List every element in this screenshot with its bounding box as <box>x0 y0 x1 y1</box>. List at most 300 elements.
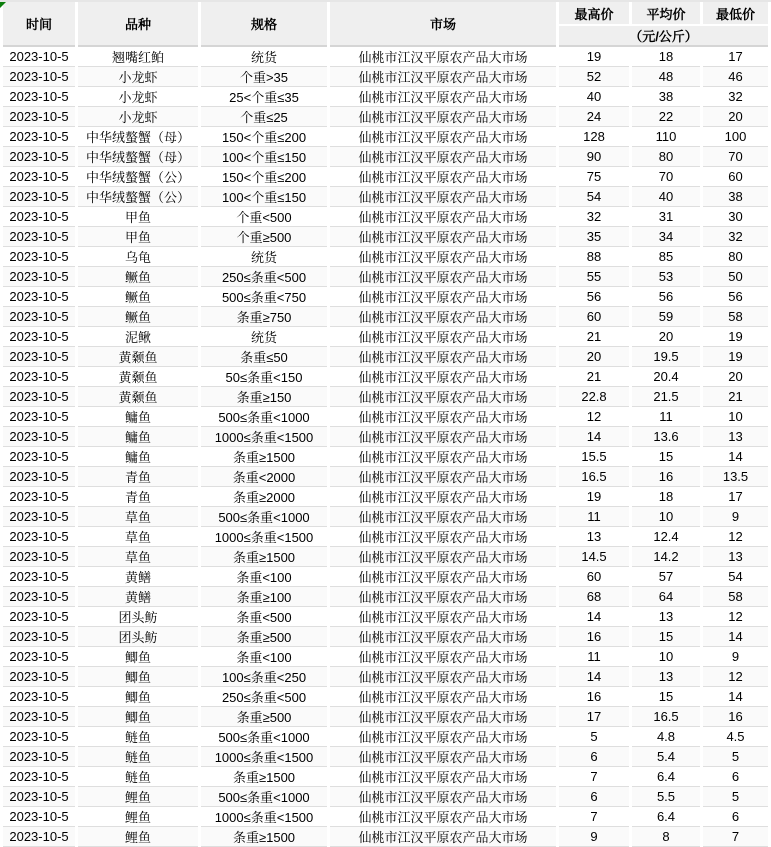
high-price-cell: 9 <box>559 827 629 847</box>
market-cell: 仙桃市江汉平原农产品大市场 <box>330 107 556 127</box>
market-cell: 仙桃市江汉平原农产品大市场 <box>330 547 556 567</box>
spec-cell: 500≤条重<1000 <box>201 787 327 807</box>
avg-price-cell: 6.4 <box>632 767 700 787</box>
spec-cell: 100≤条重<250 <box>201 667 327 687</box>
market-cell: 仙桃市江汉平原农产品大市场 <box>330 667 556 687</box>
low-price-cell: 20 <box>703 107 768 127</box>
low-price-cell: 13.5 <box>703 467 768 487</box>
variety-cell: 鳜鱼 <box>78 307 198 327</box>
high-price-cell: 16.5 <box>559 467 629 487</box>
low-price-cell: 10 <box>703 407 768 427</box>
high-price-cell: 56 <box>559 287 629 307</box>
market-cell: 仙桃市江汉平原农产品大市场 <box>330 707 556 727</box>
spec-cell: 个重>35 <box>201 67 327 87</box>
date-cell: 2023-10-5 <box>3 167 75 187</box>
market-cell: 仙桃市江汉平原农产品大市场 <box>330 727 556 747</box>
avg-price-cell: 4.8 <box>632 727 700 747</box>
spec-cell: 条重≥100 <box>201 587 327 607</box>
avg-price-cell: 57 <box>632 567 700 587</box>
date-cell: 2023-10-5 <box>3 347 75 367</box>
market-cell: 仙桃市江汉平原农产品大市场 <box>330 487 556 507</box>
date-cell: 2023-10-5 <box>3 147 75 167</box>
date-cell: 2023-10-5 <box>3 267 75 287</box>
variety-cell: 草鱼 <box>78 507 198 527</box>
low-price-cell: 21 <box>703 387 768 407</box>
market-cell: 仙桃市江汉平原农产品大市场 <box>330 167 556 187</box>
high-price-cell: 5 <box>559 727 629 747</box>
avg-price-cell: 48 <box>632 67 700 87</box>
variety-cell: 鳙鱼 <box>78 427 198 447</box>
low-price-cell: 12 <box>703 667 768 687</box>
avg-price-cell: 13 <box>632 607 700 627</box>
high-price-cell: 55 <box>559 267 629 287</box>
variety-cell: 鳜鱼 <box>78 287 198 307</box>
low-price-cell: 58 <box>703 307 768 327</box>
spec-cell: 500≤条重<1000 <box>201 407 327 427</box>
low-price-cell: 14 <box>703 687 768 707</box>
high-price-cell: 52 <box>559 67 629 87</box>
spec-cell: 条重≥750 <box>201 307 327 327</box>
price-table-body <box>3 47 768 847</box>
table-row <box>3 387 768 407</box>
avg-price-cell: 40 <box>632 187 700 207</box>
low-price-cell: 32 <box>703 227 768 247</box>
variety-cell: 鳙鱼 <box>78 447 198 467</box>
date-cell: 2023-10-5 <box>3 387 75 407</box>
col-header-low: 最低价 <box>703 2 768 24</box>
spec-cell: 50≤条重<150 <box>201 367 327 387</box>
avg-price-cell: 18 <box>632 47 700 67</box>
avg-price-cell: 56 <box>632 287 700 307</box>
avg-price-cell: 85 <box>632 247 700 267</box>
avg-price-cell: 20 <box>632 327 700 347</box>
avg-price-cell: 13 <box>632 667 700 687</box>
variety-cell: 鲢鱼 <box>78 747 198 767</box>
date-cell: 2023-10-5 <box>3 767 75 787</box>
table-row <box>3 487 768 507</box>
spec-cell: 条重<100 <box>201 647 327 667</box>
low-price-cell: 17 <box>703 47 768 67</box>
spec-cell: 条重≥2000 <box>201 487 327 507</box>
avg-price-cell: 70 <box>632 167 700 187</box>
variety-cell: 鲤鱼 <box>78 787 198 807</box>
variety-cell: 鲫鱼 <box>78 667 198 687</box>
date-cell: 2023-10-5 <box>3 687 75 707</box>
low-price-cell: 30 <box>703 207 768 227</box>
low-price-cell: 12 <box>703 607 768 627</box>
spec-cell: 条重<500 <box>201 607 327 627</box>
table-row <box>3 467 768 487</box>
corner-marker-icon <box>0 2 6 8</box>
high-price-cell: 6 <box>559 747 629 767</box>
high-price-cell: 19 <box>559 487 629 507</box>
avg-price-cell: 5.5 <box>632 787 700 807</box>
avg-price-cell: 8 <box>632 827 700 847</box>
market-cell: 仙桃市江汉平原农产品大市场 <box>330 467 556 487</box>
low-price-cell: 9 <box>703 647 768 667</box>
low-price-cell: 80 <box>703 247 768 267</box>
low-price-cell: 19 <box>703 347 768 367</box>
table-row <box>3 367 768 387</box>
spec-cell: 条重<2000 <box>201 467 327 487</box>
market-cell: 仙桃市江汉平原农产品大市场 <box>330 687 556 707</box>
table-row <box>3 187 768 207</box>
spec-cell: 1000≤条重<1500 <box>201 427 327 447</box>
high-price-cell: 14 <box>559 667 629 687</box>
low-price-cell: 17 <box>703 487 768 507</box>
date-cell: 2023-10-5 <box>3 807 75 827</box>
low-price-cell: 60 <box>703 167 768 187</box>
header-row-labels <box>3 2 768 24</box>
spec-cell: 250≤条重<500 <box>201 267 327 287</box>
low-price-cell: 9 <box>703 507 768 527</box>
variety-cell: 鲤鱼 <box>78 827 198 847</box>
spec-cell: 150<个重≤200 <box>201 167 327 187</box>
avg-price-cell: 14.2 <box>632 547 700 567</box>
high-price-cell: 88 <box>559 247 629 267</box>
date-cell: 2023-10-5 <box>3 327 75 347</box>
table-row <box>3 207 768 227</box>
date-cell: 2023-10-5 <box>3 527 75 547</box>
table-row <box>3 227 768 247</box>
avg-price-cell: 16 <box>632 467 700 487</box>
spec-cell: 1000≤条重<1500 <box>201 527 327 547</box>
low-price-cell: 100 <box>703 127 768 147</box>
variety-cell: 翘嘴红鲌 <box>78 47 198 67</box>
avg-price-cell: 6.4 <box>632 807 700 827</box>
high-price-cell: 35 <box>559 227 629 247</box>
spec-cell: 条重≥1500 <box>201 767 327 787</box>
market-cell: 仙桃市江汉平原农产品大市场 <box>330 247 556 267</box>
avg-price-cell: 10 <box>632 647 700 667</box>
date-cell: 2023-10-5 <box>3 107 75 127</box>
market-cell: 仙桃市江汉平原农产品大市场 <box>330 447 556 467</box>
variety-cell: 鳜鱼 <box>78 267 198 287</box>
table-row <box>3 727 768 747</box>
table-row <box>3 767 768 787</box>
market-cell: 仙桃市江汉平原农产品大市场 <box>330 607 556 627</box>
market-cell: 仙桃市江汉平原农产品大市场 <box>330 47 556 67</box>
table-row <box>3 127 768 147</box>
date-cell: 2023-10-5 <box>3 587 75 607</box>
variety-cell: 团头鲂 <box>78 607 198 627</box>
unit-note: （元/公斤） <box>559 24 768 47</box>
date-cell: 2023-10-5 <box>3 487 75 507</box>
low-price-cell: 14 <box>703 627 768 647</box>
spec-cell: 500≤条重<750 <box>201 287 327 307</box>
table-row <box>3 167 768 187</box>
market-cell: 仙桃市江汉平原农产品大市场 <box>330 227 556 247</box>
variety-cell: 中华绒螯蟹（母） <box>78 147 198 167</box>
spec-cell: 500≤条重<1000 <box>201 727 327 747</box>
high-price-cell: 60 <box>559 567 629 587</box>
low-price-cell: 16 <box>703 707 768 727</box>
date-cell: 2023-10-5 <box>3 207 75 227</box>
date-cell: 2023-10-5 <box>3 627 75 647</box>
spec-cell: 统货 <box>201 247 327 267</box>
low-price-cell: 13 <box>703 547 768 567</box>
variety-cell: 小龙虾 <box>78 107 198 127</box>
low-price-cell: 54 <box>703 567 768 587</box>
market-cell: 仙桃市江汉平原农产品大市场 <box>330 587 556 607</box>
spec-cell: 统货 <box>201 327 327 347</box>
high-price-cell: 7 <box>559 807 629 827</box>
spec-cell: 25<个重≤35 <box>201 87 327 107</box>
table-row <box>3 507 768 527</box>
low-price-cell: 7 <box>703 827 768 847</box>
date-cell: 2023-10-5 <box>3 47 75 67</box>
table-row <box>3 827 768 847</box>
variety-cell: 甲鱼 <box>78 207 198 227</box>
table-row <box>3 627 768 647</box>
table-row <box>3 567 768 587</box>
col-header-spec: 规格 <box>201 2 327 47</box>
avg-price-cell: 20.4 <box>632 367 700 387</box>
high-price-cell: 12 <box>559 407 629 427</box>
table-row <box>3 47 768 67</box>
variety-cell: 草鱼 <box>78 547 198 567</box>
variety-cell: 黄鳝 <box>78 587 198 607</box>
avg-price-cell: 110 <box>632 127 700 147</box>
variety-cell: 中华绒螯蟹（公） <box>78 167 198 187</box>
variety-cell: 鳙鱼 <box>78 407 198 427</box>
date-cell: 2023-10-5 <box>3 427 75 447</box>
spec-cell: 个重≥500 <box>201 227 327 247</box>
avg-price-cell: 31 <box>632 207 700 227</box>
high-price-cell: 54 <box>559 187 629 207</box>
price-table-header <box>3 2 768 47</box>
table-row <box>3 307 768 327</box>
variety-cell: 中华绒螯蟹（公） <box>78 187 198 207</box>
date-cell: 2023-10-5 <box>3 127 75 147</box>
high-price-cell: 11 <box>559 647 629 667</box>
low-price-cell: 4.5 <box>703 727 768 747</box>
variety-cell: 中华绒螯蟹（母） <box>78 127 198 147</box>
high-price-cell: 16 <box>559 627 629 647</box>
high-price-cell: 60 <box>559 307 629 327</box>
spec-cell: 个重≤25 <box>201 107 327 127</box>
market-cell: 仙桃市江汉平原农产品大市场 <box>330 127 556 147</box>
date-cell: 2023-10-5 <box>3 787 75 807</box>
avg-price-cell: 38 <box>632 87 700 107</box>
spec-cell: 统货 <box>201 47 327 67</box>
market-cell: 仙桃市江汉平原农产品大市场 <box>330 187 556 207</box>
high-price-cell: 17 <box>559 707 629 727</box>
date-cell: 2023-10-5 <box>3 707 75 727</box>
low-price-cell: 6 <box>703 767 768 787</box>
high-price-cell: 22.8 <box>559 387 629 407</box>
avg-price-cell: 15 <box>632 627 700 647</box>
high-price-cell: 15.5 <box>559 447 629 467</box>
variety-cell: 鲫鱼 <box>78 707 198 727</box>
date-cell: 2023-10-5 <box>3 647 75 667</box>
market-cell: 仙桃市江汉平原农产品大市场 <box>330 87 556 107</box>
market-cell: 仙桃市江汉平原农产品大市场 <box>330 507 556 527</box>
date-cell: 2023-10-5 <box>3 507 75 527</box>
market-cell: 仙桃市江汉平原农产品大市场 <box>330 267 556 287</box>
date-cell: 2023-10-5 <box>3 467 75 487</box>
date-cell: 2023-10-5 <box>3 667 75 687</box>
spec-cell: 100<个重≤150 <box>201 187 327 207</box>
high-price-cell: 11 <box>559 507 629 527</box>
low-price-cell: 58 <box>703 587 768 607</box>
low-price-cell: 50 <box>703 267 768 287</box>
avg-price-cell: 80 <box>632 147 700 167</box>
high-price-cell: 20 <box>559 347 629 367</box>
spec-cell: 1000≤条重<1500 <box>201 807 327 827</box>
variety-cell: 鲫鱼 <box>78 647 198 667</box>
variety-cell: 黄颡鱼 <box>78 367 198 387</box>
market-cell: 仙桃市江汉平原农产品大市场 <box>330 327 556 347</box>
market-cell: 仙桃市江汉平原农产品大市场 <box>330 287 556 307</box>
date-cell: 2023-10-5 <box>3 227 75 247</box>
date-cell: 2023-10-5 <box>3 247 75 267</box>
high-price-cell: 21 <box>559 367 629 387</box>
market-cell: 仙桃市江汉平原农产品大市场 <box>330 347 556 367</box>
table-row <box>3 447 768 467</box>
market-cell: 仙桃市江汉平原农产品大市场 <box>330 827 556 847</box>
variety-cell: 青鱼 <box>78 467 198 487</box>
high-price-cell: 75 <box>559 167 629 187</box>
table-row <box>3 107 768 127</box>
date-cell: 2023-10-5 <box>3 187 75 207</box>
variety-cell: 小龙虾 <box>78 87 198 107</box>
col-header-market: 市场 <box>330 2 556 47</box>
market-cell: 仙桃市江汉平原农产品大市场 <box>330 627 556 647</box>
avg-price-cell: 16.5 <box>632 707 700 727</box>
table-row <box>3 707 768 727</box>
date-cell: 2023-10-5 <box>3 87 75 107</box>
high-price-cell: 16 <box>559 687 629 707</box>
avg-price-cell: 12.4 <box>632 527 700 547</box>
date-cell: 2023-10-5 <box>3 367 75 387</box>
table-row <box>3 147 768 167</box>
variety-cell: 鲤鱼 <box>78 807 198 827</box>
market-cell: 仙桃市江汉平原农产品大市场 <box>330 767 556 787</box>
avg-price-cell: 59 <box>632 307 700 327</box>
spec-cell: 条重≥1500 <box>201 547 327 567</box>
date-cell: 2023-10-5 <box>3 407 75 427</box>
high-price-cell: 24 <box>559 107 629 127</box>
market-cell: 仙桃市江汉平原农产品大市场 <box>330 567 556 587</box>
market-cell: 仙桃市江汉平原农产品大市场 <box>330 807 556 827</box>
market-cell: 仙桃市江汉平原农产品大市场 <box>330 647 556 667</box>
table-row <box>3 527 768 547</box>
variety-cell: 鲢鱼 <box>78 767 198 787</box>
variety-cell: 泥鳅 <box>78 327 198 347</box>
spec-cell: 条重≥1500 <box>201 447 327 467</box>
table-row <box>3 327 768 347</box>
high-price-cell: 6 <box>559 787 629 807</box>
low-price-cell: 32 <box>703 87 768 107</box>
table-row <box>3 247 768 267</box>
table-row <box>3 267 768 287</box>
low-price-cell: 38 <box>703 187 768 207</box>
market-cell: 仙桃市江汉平原农产品大市场 <box>330 787 556 807</box>
table-row <box>3 427 768 447</box>
high-price-cell: 32 <box>559 207 629 227</box>
variety-cell: 黄颡鱼 <box>78 387 198 407</box>
spec-cell: 条重≤50 <box>201 347 327 367</box>
table-row <box>3 667 768 687</box>
table-row <box>3 747 768 767</box>
spec-cell: 250≤条重<500 <box>201 687 327 707</box>
date-cell: 2023-10-5 <box>3 607 75 627</box>
date-cell: 2023-10-5 <box>3 287 75 307</box>
market-cell: 仙桃市江汉平原农产品大市场 <box>330 527 556 547</box>
variety-cell: 小龙虾 <box>78 67 198 87</box>
market-cell: 仙桃市江汉平原农产品大市场 <box>330 427 556 447</box>
variety-cell: 草鱼 <box>78 527 198 547</box>
spec-cell: 条重≥500 <box>201 707 327 727</box>
price-table <box>0 2 771 847</box>
market-cell: 仙桃市江汉平原农产品大市场 <box>330 67 556 87</box>
avg-price-cell: 18 <box>632 487 700 507</box>
col-header-variety: 品种 <box>78 2 198 47</box>
low-price-cell: 13 <box>703 427 768 447</box>
table-row <box>3 547 768 567</box>
market-cell: 仙桃市江汉平原农产品大市场 <box>330 747 556 767</box>
low-price-cell: 46 <box>703 67 768 87</box>
low-price-cell: 19 <box>703 327 768 347</box>
high-price-cell: 14 <box>559 427 629 447</box>
low-price-cell: 5 <box>703 787 768 807</box>
high-price-cell: 7 <box>559 767 629 787</box>
date-cell: 2023-10-5 <box>3 827 75 847</box>
low-price-cell: 6 <box>703 807 768 827</box>
spec-cell: 条重≥150 <box>201 387 327 407</box>
high-price-cell: 68 <box>559 587 629 607</box>
spec-cell: 500≤条重<1000 <box>201 507 327 527</box>
table-row <box>3 347 768 367</box>
high-price-cell: 13 <box>559 527 629 547</box>
market-cell: 仙桃市江汉平原农产品大市场 <box>330 387 556 407</box>
table-row <box>3 787 768 807</box>
variety-cell: 团头鲂 <box>78 627 198 647</box>
spec-cell: 条重<100 <box>201 567 327 587</box>
col-header-high: 最高价 <box>559 2 629 24</box>
avg-price-cell: 22 <box>632 107 700 127</box>
avg-price-cell: 13.6 <box>632 427 700 447</box>
avg-price-cell: 19.5 <box>632 347 700 367</box>
table-row <box>3 687 768 707</box>
market-cell: 仙桃市江汉平原农产品大市场 <box>330 367 556 387</box>
low-price-cell: 12 <box>703 527 768 547</box>
avg-price-cell: 34 <box>632 227 700 247</box>
table-row <box>3 287 768 307</box>
high-price-cell: 19 <box>559 47 629 67</box>
spec-cell: 条重≥500 <box>201 627 327 647</box>
variety-cell: 黄鳝 <box>78 567 198 587</box>
high-price-cell: 14 <box>559 607 629 627</box>
spec-cell: 100<个重≤150 <box>201 147 327 167</box>
avg-price-cell: 5.4 <box>632 747 700 767</box>
date-cell: 2023-10-5 <box>3 547 75 567</box>
high-price-cell: 14.5 <box>559 547 629 567</box>
date-cell: 2023-10-5 <box>3 747 75 767</box>
market-cell: 仙桃市江汉平原农产品大市场 <box>330 207 556 227</box>
table-row <box>3 87 768 107</box>
table-row <box>3 807 768 827</box>
low-price-cell: 56 <box>703 287 768 307</box>
high-price-cell: 90 <box>559 147 629 167</box>
col-header-date: 时间 <box>3 2 75 47</box>
spec-cell: 150<个重≤200 <box>201 127 327 147</box>
avg-price-cell: 21.5 <box>632 387 700 407</box>
avg-price-cell: 53 <box>632 267 700 287</box>
market-cell: 仙桃市江汉平原农产品大市场 <box>330 407 556 427</box>
variety-cell: 青鱼 <box>78 487 198 507</box>
